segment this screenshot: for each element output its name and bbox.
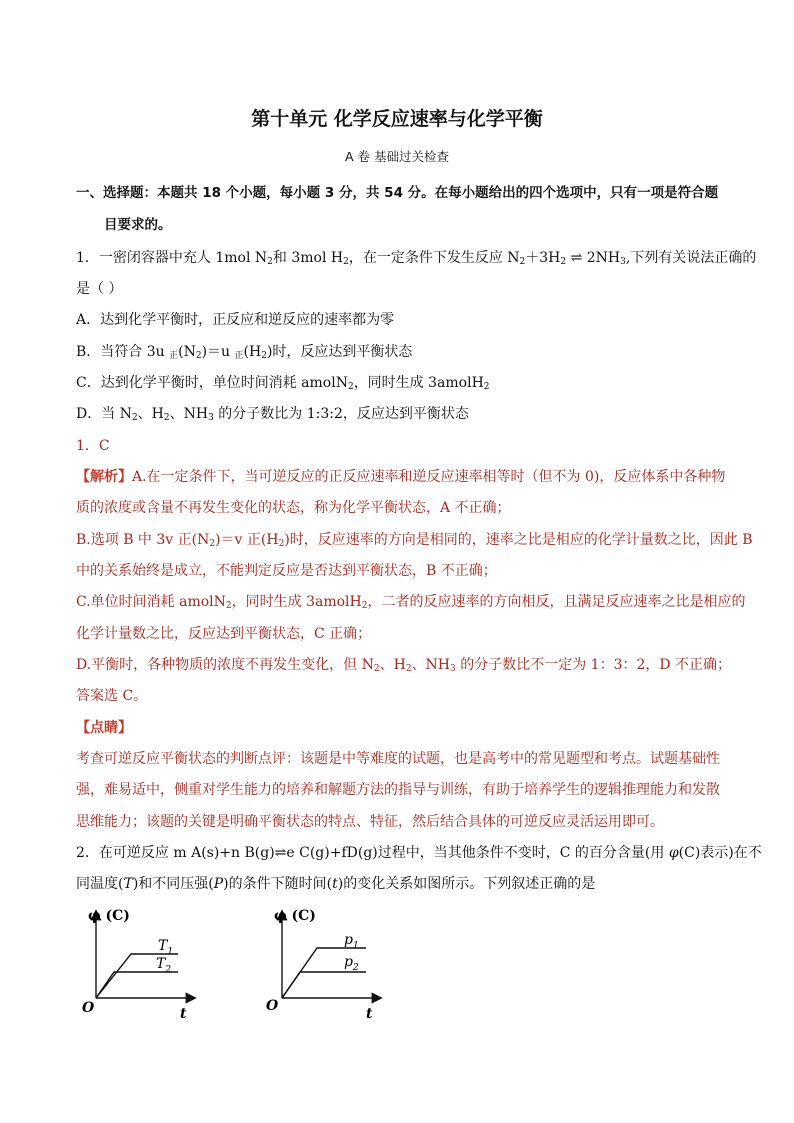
figure-pressure-graph [262, 900, 392, 1025]
curve-T1 [96, 954, 178, 998]
q1-analysis-a1: 【解析】A.在一定条件下，当可逆反应的正反应速率和逆反应速率相等时（但不为 0)，反应体系中各种物 [76, 469, 726, 485]
label-T2: $T_2$ [156, 956, 172, 975]
q2-stem-line1: 2．在可逆反应 m A(s)+n B(g)⇌e C(g)+fD(g)过程中，当其他条件不变时，C 的百分含量(用 φ(C)表示)在不 [76, 845, 762, 861]
q1-stem-line2: 是（ ） [76, 281, 123, 297]
q1-analysis-c2: 化学计量数之比，反应达到平衡状态，C 正确； [76, 626, 372, 642]
figure-temperature-graph [76, 900, 206, 1025]
q1-analysis-b1: B.选项 B 中 3v 正$(N_2)=v$ 正$(H_2)$时，反应速率的方向是相同的，速率之比是相应的化学计量数之比，因此 B [76, 532, 753, 549]
analysis-tag: 【解析】 [76, 469, 132, 485]
q1-conclusion: 答案选 C。 [76, 688, 148, 704]
equilibrium-arrow-icon: ⇌ [566, 250, 583, 266]
section-heading-line2: 目要求的。 [104, 217, 172, 233]
page-subtitle: A 卷 基础过关检查 [345, 149, 449, 164]
q1-comment-line1: 考查可逆反应平衡状态的判断点评：该题是中等难度的试题，也是高考中的常见题型和考点。试题基础性 [76, 751, 720, 767]
curve-p2 [282, 972, 366, 998]
q1-analysis-c1: C.单位时间消耗 amolN$_2$，同时生成 3amolH$_2$，二者的反应速率的方向相反，且满足反应速率之比是相应的 [76, 594, 746, 611]
x-axis-label: t [180, 1006, 187, 1022]
label-T1: $T_1$ [158, 938, 174, 957]
label-p2: $p_2$ [344, 954, 359, 973]
q2-stem-line2: 同温度(T)和不同压强(P)的条件下随时间(t)的变化关系如图所示。下列叙述正确的是 [76, 876, 596, 892]
section-heading-line1: 一、选择题：本题共 18 个小题，每小题 3 分，共 54 分。在每小题给出的四个选项中，只有一项是符合题 [76, 185, 719, 201]
q1-comment-line3: 思维能力；该题的关键是明确平衡状态的特点、特征，然后结合具体的可逆反应灵活运用即可。 [76, 814, 664, 830]
q1-stem-line1: 1．一密闭容器中充人 1mol $N_2$和 3mol $H_2$，在一定条件下发生反应 $N_2+3H_2$ ⇌ $2NH_3$,下列有关说法正确的 [76, 250, 757, 267]
y-axis-label: φ (C) [274, 908, 316, 924]
comment-tag: 【点睛】 [76, 720, 132, 736]
q1-option-d: D．当 $N_2$、$H_2$、$NH_3$ 的分子数比为 1:3:2，反应达到平衡状态 [76, 406, 469, 423]
q1-analysis-b2: 中的关系始终是成立，不能判定反应是否达到平衡状态，B 不正确； [76, 563, 497, 579]
x-axis-label: t [366, 1006, 373, 1022]
q1-answer: 1．C [76, 438, 110, 454]
curve-T2 [96, 972, 178, 998]
origin-label: O [82, 1000, 95, 1016]
label-p1: $p_1$ [344, 932, 359, 951]
q1-option-b: B．当符合 3u $_正(N_2)=u$ $_正(H_2)$时，反应达到平衡状态 [76, 344, 413, 361]
q1-option-a: A．达到化学平衡时，正反应和逆反应的速率都为零 [76, 312, 395, 328]
y-axis-label: φ (C) [88, 908, 130, 924]
q1-option-c: C．达到化学平衡时，单位时间消耗 amolN$_2$，同时生成 3amolH$_2$ [76, 375, 490, 392]
curve-p1 [282, 948, 366, 998]
q1-analysis-d1: D.平衡时，各种物质的浓度不再发生变化，但 $N_2$、$H_2$、$NH_3$ 的分子数比不一定为 1：3：2，D 不正确； [76, 657, 732, 674]
q1-analysis-a2: 质的浓度或含量不再发生变化的状态，称为化学平衡状态，A 不正确； [76, 500, 511, 516]
origin-label: O [266, 998, 279, 1014]
page-title: 第十单元 化学反应速率与化学平衡 [251, 108, 543, 130]
q1-comment-line2: 强，难易适中，侧重对学生能力的培养和解题方法的指导与训练，有助于培养学生的逻辑推理能力和发散 [76, 782, 720, 798]
